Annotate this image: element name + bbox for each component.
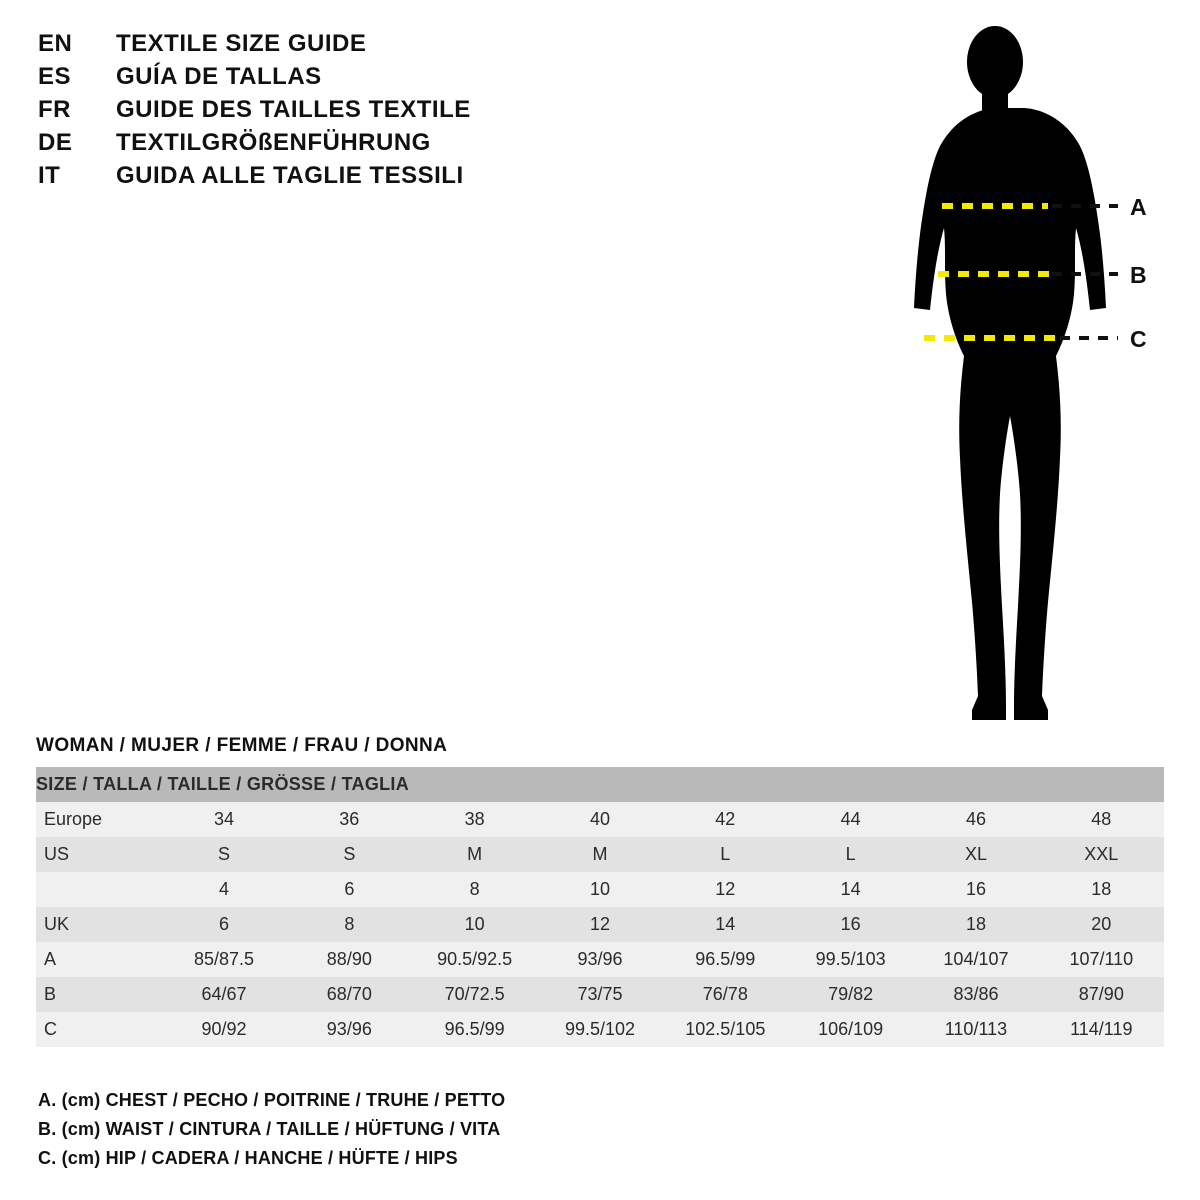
measurement-figure [860, 20, 1180, 740]
marker-label-a: A [1130, 194, 1147, 220]
table-cell: 99.5/102 [537, 1012, 662, 1047]
table-cell: 73/75 [537, 977, 662, 1012]
table-row [36, 977, 1164, 1012]
row-label: Europe [36, 802, 161, 837]
size-table [36, 767, 1164, 1047]
table-cell: 42 [663, 802, 788, 837]
table-cell: 8 [412, 872, 537, 907]
table-cell: L [663, 837, 788, 872]
size-table-section [36, 735, 1164, 1047]
table-cell: 83/86 [913, 977, 1038, 1012]
table-cell: 90/92 [161, 1012, 286, 1047]
language-row [38, 63, 638, 96]
table-row [36, 872, 1164, 907]
table-cell: 79/82 [788, 977, 913, 1012]
table-cell: S [161, 837, 286, 872]
table-cell: 107/110 [1039, 942, 1164, 977]
table-cell: 96.5/99 [412, 1012, 537, 1047]
table-cell: 46 [913, 802, 1038, 837]
table-row [36, 802, 1164, 837]
table-cell: 96.5/99 [663, 942, 788, 977]
table-cell: 114/119 [1039, 1012, 1164, 1047]
measurement-guides [860, 20, 1180, 740]
table-cell: 12 [663, 872, 788, 907]
table-row [36, 1012, 1164, 1047]
table-cell: 20 [1039, 907, 1164, 942]
table-cell: 4 [161, 872, 286, 907]
language-title: TEXTILE SIZE GUIDE [116, 30, 367, 57]
table-header-row [36, 767, 1164, 802]
table-cell: 93/96 [287, 1012, 412, 1047]
table-cell: 18 [913, 907, 1038, 942]
table-cell: XXL [1039, 837, 1164, 872]
table-cell: 12 [537, 907, 662, 942]
table-cell: 70/72.5 [412, 977, 537, 1012]
row-label: C [36, 1012, 161, 1047]
language-code: IT [38, 162, 61, 189]
table-cell: 18 [1039, 872, 1164, 907]
table-cell: 6 [287, 872, 412, 907]
row-label: US [36, 837, 161, 872]
table-cell: 90.5/92.5 [412, 942, 537, 977]
table-header-label: SIZE / TALLA / TAILLE / GRÖSSE / TAGLIA [36, 767, 1164, 802]
language-code: EN [38, 30, 73, 57]
table-cell: M [537, 837, 662, 872]
measurement-legend [38, 1090, 938, 1177]
table-caption: WOMAN / MUJER / FEMME / FRAU / DONNA [36, 735, 448, 756]
table-cell: 99.5/103 [788, 942, 913, 977]
language-title-list [38, 30, 638, 195]
table-cell: 10 [537, 872, 662, 907]
table-cell: 87/90 [1039, 977, 1164, 1012]
table-cell: 110/113 [913, 1012, 1038, 1047]
table-cell: 104/107 [913, 942, 1038, 977]
table-cell: 102.5/105 [663, 1012, 788, 1047]
table-cell: 40 [537, 802, 662, 837]
marker-label-b: B [1130, 262, 1147, 288]
table-row [36, 837, 1164, 872]
table-cell: 10 [412, 907, 537, 942]
table-cell: 16 [913, 872, 1038, 907]
table-cell: 38 [412, 802, 537, 837]
table-cell: 14 [663, 907, 788, 942]
language-title: GUIDE DES TAILLES TEXTILE [116, 96, 471, 123]
language-title: TEXTILGRÖßENFÜHRUNG [116, 129, 431, 156]
language-row [38, 30, 638, 63]
table-cell: XL [913, 837, 1038, 872]
table-cell: 106/109 [788, 1012, 913, 1047]
table-cell: 36 [287, 802, 412, 837]
legend-item-c: C. (cm) HIP / CADERA / HANCHE / HÜFTE / HIPS [38, 1148, 458, 1168]
language-code: FR [38, 96, 71, 123]
table-cell: 14 [788, 872, 913, 907]
language-code: DE [38, 129, 73, 156]
table-cell: S [287, 837, 412, 872]
table-cell: 68/70 [287, 977, 412, 1012]
table-cell: 76/78 [663, 977, 788, 1012]
language-title: GUIDA ALLE TAGLIE TESSILI [116, 162, 464, 189]
table-cell: 8 [287, 907, 412, 942]
legend-item-a: A. (cm) CHEST / PECHO / POITRINE / TRUHE / PETTO [38, 1090, 506, 1110]
table-cell: 64/67 [161, 977, 286, 1012]
row-label: UK [36, 907, 161, 942]
row-label: B [36, 977, 161, 1012]
table-cell: M [412, 837, 537, 872]
table-row [36, 907, 1164, 942]
table-cell: 16 [788, 907, 913, 942]
language-row [38, 129, 638, 162]
table-row [36, 942, 1164, 977]
row-label: A [36, 942, 161, 977]
table-cell: 85/87.5 [161, 942, 286, 977]
table-cell: 6 [161, 907, 286, 942]
table-cell: 93/96 [537, 942, 662, 977]
table-cell: 48 [1039, 802, 1164, 837]
language-title: GUÍA DE TALLAS [116, 63, 322, 90]
table-cell: 88/90 [287, 942, 412, 977]
table-cell: 44 [788, 802, 913, 837]
table-cell: L [788, 837, 913, 872]
language-row [38, 96, 638, 129]
table-cell: 34 [161, 802, 286, 837]
legend-item-b: B. (cm) WAIST / CINTURA / TAILLE / HÜFTUNG / VITA [38, 1119, 501, 1139]
marker-label-c: C [1130, 326, 1147, 352]
language-code: ES [38, 63, 72, 90]
row-label [36, 872, 161, 907]
language-row [38, 162, 638, 195]
